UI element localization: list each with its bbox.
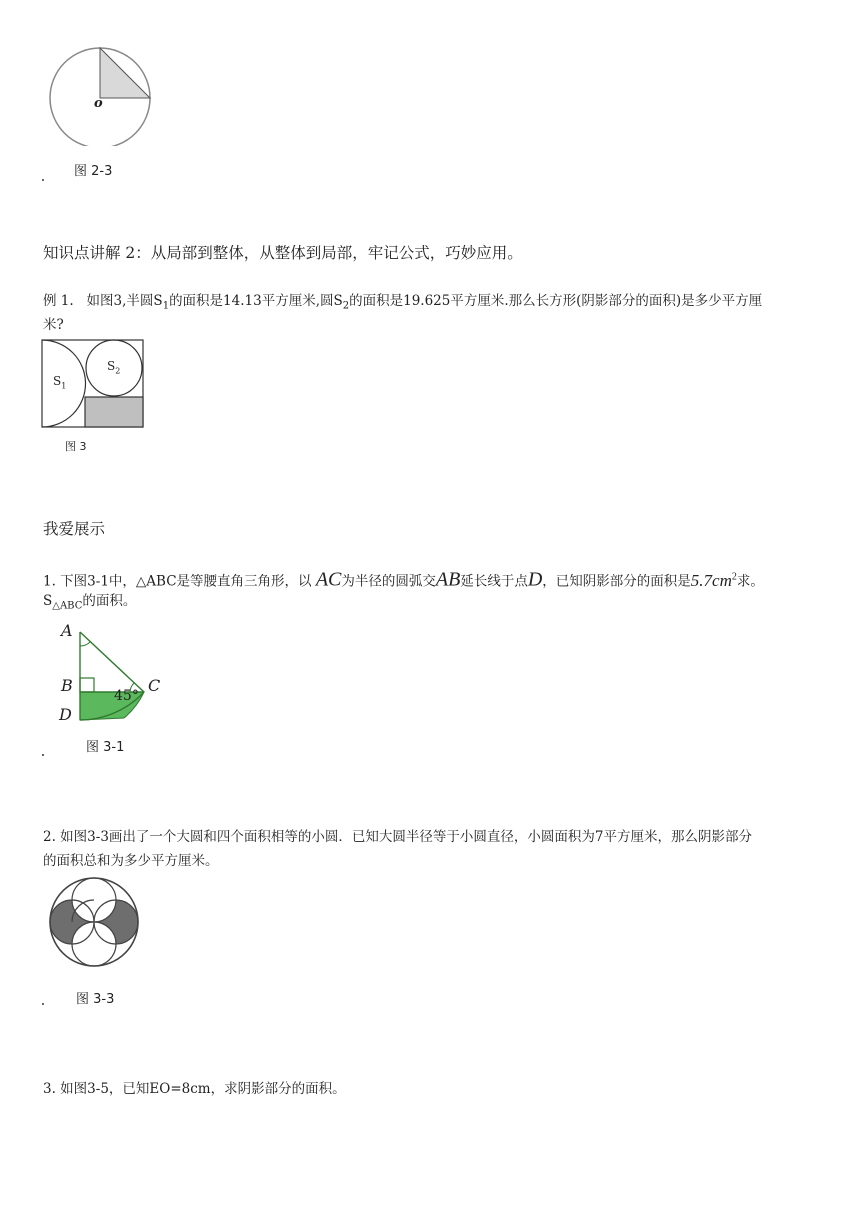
problem-1-line-1 [43, 566, 764, 593]
angle-45-label: 45° [114, 688, 139, 704]
showcase-heading: 我爱展示 [43, 520, 106, 538]
angle-arc-a [80, 642, 90, 646]
figure-3-3 [46, 874, 142, 970]
figure-3-1 [56, 620, 176, 730]
right-angle-marker [80, 678, 94, 692]
paragraph-mark [42, 754, 44, 756]
problem-1-text-a: 1. 下图3-1中，△ABC是等腰直角三角形，以 [43, 573, 312, 590]
example-1-text-c: 的面积是19.625平方厘米.那么长方形(阴影部分的面积)是多少平方厘 [349, 293, 763, 309]
example-1-sub-a: 1 [162, 300, 170, 312]
shaded-rectangle [85, 397, 143, 427]
math-ab: AB [435, 568, 461, 591]
math-d: D [527, 568, 543, 591]
problem-1-text-d: ，已知阴影部分的面积是 [542, 573, 691, 590]
example-1-sub-b: 2 [342, 300, 350, 312]
math-area: $5.7cm^2$ [690, 570, 737, 590]
problem-1-text-e: 求。 [736, 573, 764, 590]
example-1-line-1 [43, 290, 762, 318]
figure-3-label-s2: $S_2$ [107, 359, 121, 376]
point-b-label: B [61, 676, 73, 695]
problem-2-line-2: 的面积总和为多少平方厘米。 [43, 853, 219, 869]
point-d-label: D [59, 705, 72, 724]
paragraph-mark [42, 1003, 44, 1005]
point-o-label: o [94, 96, 103, 111]
example-1-line-2: 米? [43, 317, 64, 333]
point-a-label: A [61, 621, 73, 640]
point-c-label: C [148, 676, 161, 695]
figure-3-caption: 图 3 [65, 440, 87, 453]
figure-3-1-caption: 图 3-1 [86, 740, 125, 755]
figure-2-3-caption: 图 2-3 [74, 164, 113, 179]
example-1-text-b: 的面积是14.13平方厘米,圆S [169, 293, 343, 309]
math-ac: AC [315, 568, 342, 591]
problem-3-text: 3. 如图3-5，已知EO=8cm，求阴影部分的面积。 [43, 1081, 346, 1097]
figure-2-3 [46, 14, 154, 146]
paragraph-mark [42, 179, 44, 181]
knowledge-point-heading: 知识点讲解 2：从局部到整体，从整体到局部，牢记公式，巧妙应用。 [43, 244, 523, 262]
problem-1-line-2: $S_{\triangle ABC}$的面积。 [43, 593, 137, 612]
problem-1-text-c: 延长线于点 [460, 573, 528, 590]
example-1-text-a: 如图3,半圆S [86, 293, 163, 309]
figure-3-3-caption: 图 3-3 [76, 992, 115, 1007]
problem-1-text-b: 为半径的圆弧交 [341, 573, 436, 590]
figure-3-label-s1: $S_1$ [53, 374, 67, 391]
problem-2-line-1: 2. 如图3-3画出了一个大圆和四个面积相等的小圆．已知大圆半径等于小圆直径，小圆面积为7平方厘米，那么阴影部分 [43, 829, 752, 845]
example-1-prefix: 例 1. [43, 293, 74, 309]
